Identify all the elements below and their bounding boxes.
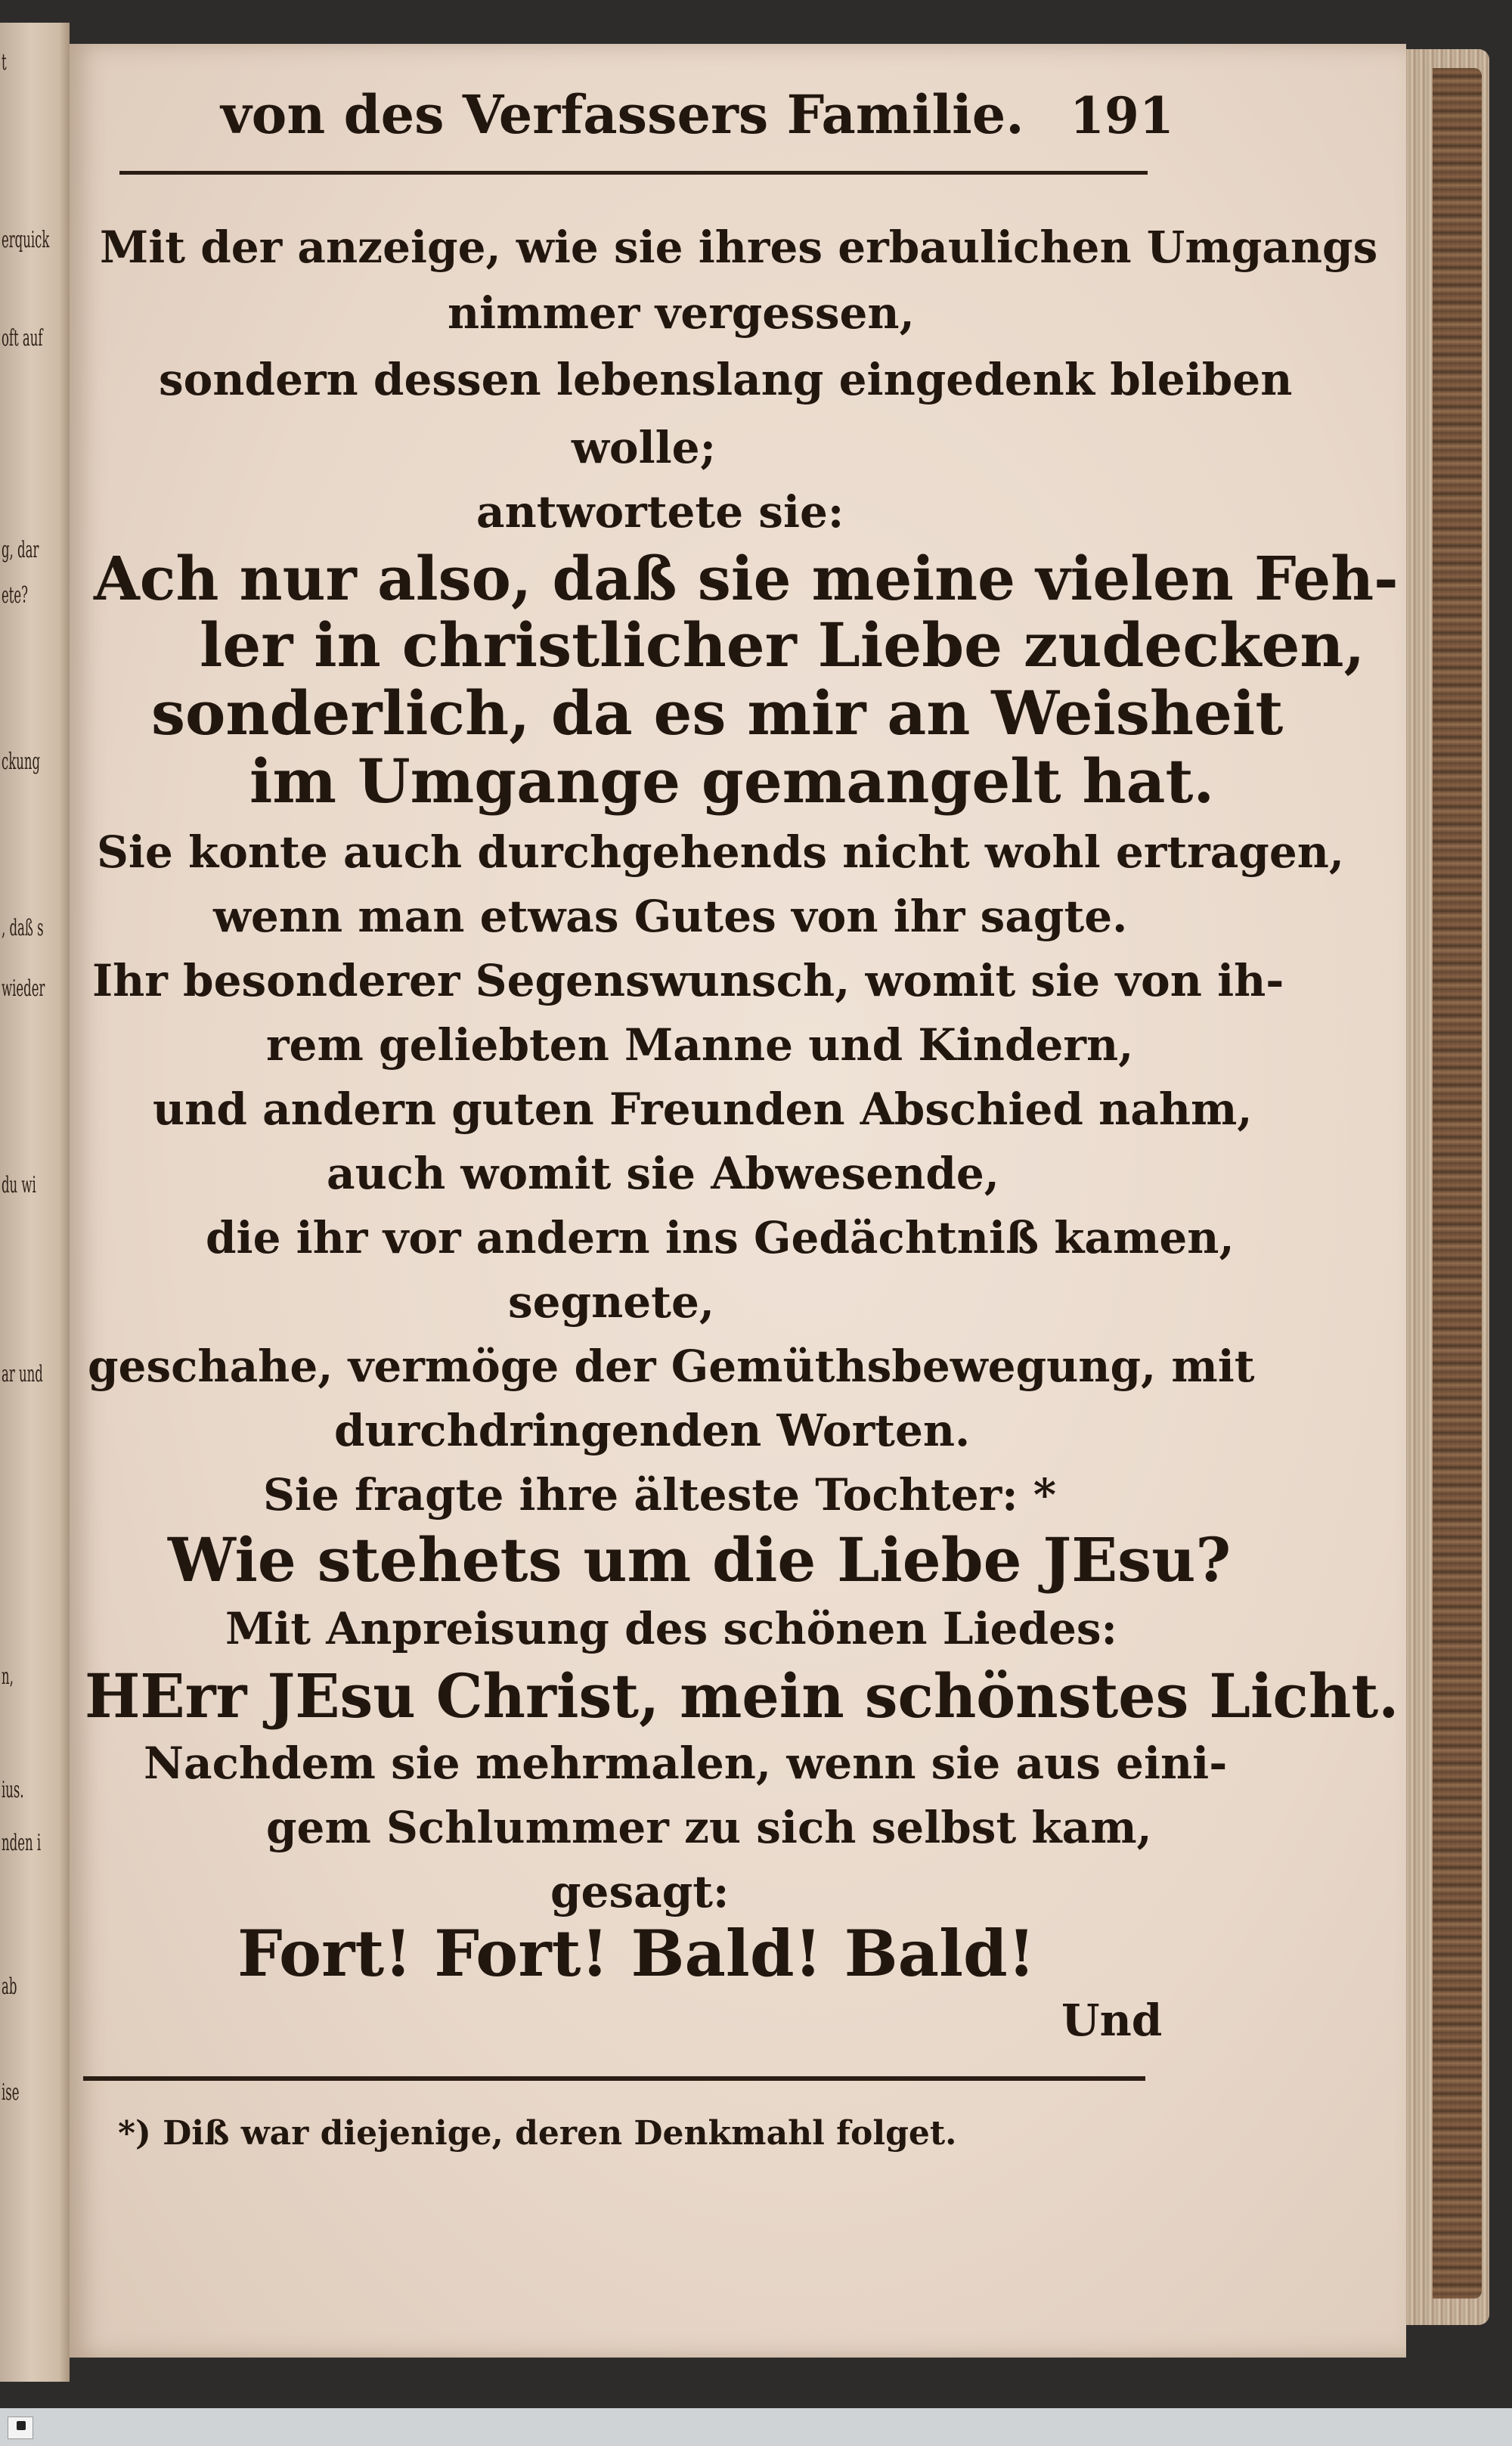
text-line: durchdringenden Worten.	[334, 1405, 971, 1456]
text-line: geschahe, vermöge der Gemüthsbewegung, mit	[88, 1341, 1255, 1392]
left-page-fragment: ete?	[2, 582, 29, 609]
left-page-fragment: t	[2, 49, 7, 76]
text-line: die ihr vor andern ins Gedächtniß kamen,	[206, 1212, 1235, 1263]
footnote: *) Diß war diejenige, deren Denkmahl folget.	[118, 2114, 957, 2153]
text-line: Sie fragte ihre älteste Tochter: *	[263, 1469, 1057, 1521]
text-line: Nachdem sie mehrmalen, wenn sie aus eini-	[144, 1738, 1228, 1789]
text-line: auch womit sie Abwesende,	[327, 1148, 999, 1199]
left-page-fragment: du wi	[2, 1172, 36, 1198]
text-line-emphasis: Wie stehets um die Liebe JEsu?	[168, 1524, 1232, 1595]
text-line-emphasis: Fort! Fort! Bald! Bald!	[237, 1916, 1036, 1991]
left-page-fragment: oft auf	[2, 325, 43, 352]
text-line: Ihr besonderer Segenswunsch, womit sie von ih-	[92, 955, 1284, 1006]
text-line: gesagt:	[550, 1866, 730, 1917]
library-logo-icon	[8, 2417, 33, 2439]
book-edge-shadow	[1433, 68, 1482, 2299]
text-line: und andern guten Freunden Abschied nahm,	[153, 1083, 1253, 1135]
footnote-rule	[83, 2076, 1145, 2081]
left-page-fragment: , daß s	[2, 915, 44, 941]
left-page-fragment: wieder	[2, 975, 45, 1002]
viewer-bottom-bar	[0, 2408, 1512, 2446]
text-line: wolle;	[572, 422, 716, 473]
book-page	[70, 44, 1406, 2358]
left-page-fragment: ckung	[2, 749, 41, 775]
text-line-emphasis: ler in christlicher Liebe zudecken,	[200, 609, 1365, 680]
left-page-fragment: ar und	[2, 1361, 43, 1387]
text-line: antwortete sie:	[476, 486, 844, 538]
text-line: Mit der anzeige, wie sie ihres erbaulichen Umgangs	[100, 222, 1378, 273]
text-line: segnete,	[508, 1276, 715, 1328]
running-title: von des Verfassers Familie.	[221, 83, 1024, 146]
page-number: 191	[1070, 86, 1174, 145]
text-line-emphasis: Ach nur also, daß sie meine vielen Feh-	[94, 543, 1399, 614]
text-line: Mit Anpreisung des schönen Liedes:	[225, 1603, 1117, 1654]
left-page-fragment: ise	[2, 2079, 20, 2106]
text-line: rem geliebten Manne und Kindern,	[266, 1019, 1134, 1071]
text-line: nimmer vergessen,	[448, 287, 915, 339]
left-page-fragment: ab	[2, 1973, 17, 2000]
left-page-fragment: erquick	[2, 227, 50, 253]
left-page-fragment: n,	[2, 1663, 14, 1690]
text-line: sondern dessen lebenslang eingedenk bleiben	[159, 354, 1293, 405]
text-line-emphasis: im Umgange gemangelt hat.	[249, 746, 1215, 817]
text-line: Sie konte auch durchgehends nicht wohl ertragen,	[97, 826, 1345, 878]
left-page-fragment: nden i	[2, 1830, 42, 1856]
text-line-emphasis: HErr JEsu Christ, mein schönstes Licht.	[85, 1660, 1399, 1731]
text-line: wenn man etwas Gutes von ihr sagte.	[213, 891, 1128, 942]
catchword: Und	[1061, 1995, 1163, 2046]
left-page-edge	[0, 23, 70, 2382]
left-page-fragment: g, dar	[2, 537, 39, 563]
text-line: gem Schlummer zu sich selbst kam,	[266, 1802, 1152, 1853]
text-line-emphasis: sonderlich, da es mir an Weisheit	[151, 677, 1284, 749]
left-page-fragment: ius.	[2, 1777, 24, 1803]
header-rule	[119, 171, 1148, 175]
